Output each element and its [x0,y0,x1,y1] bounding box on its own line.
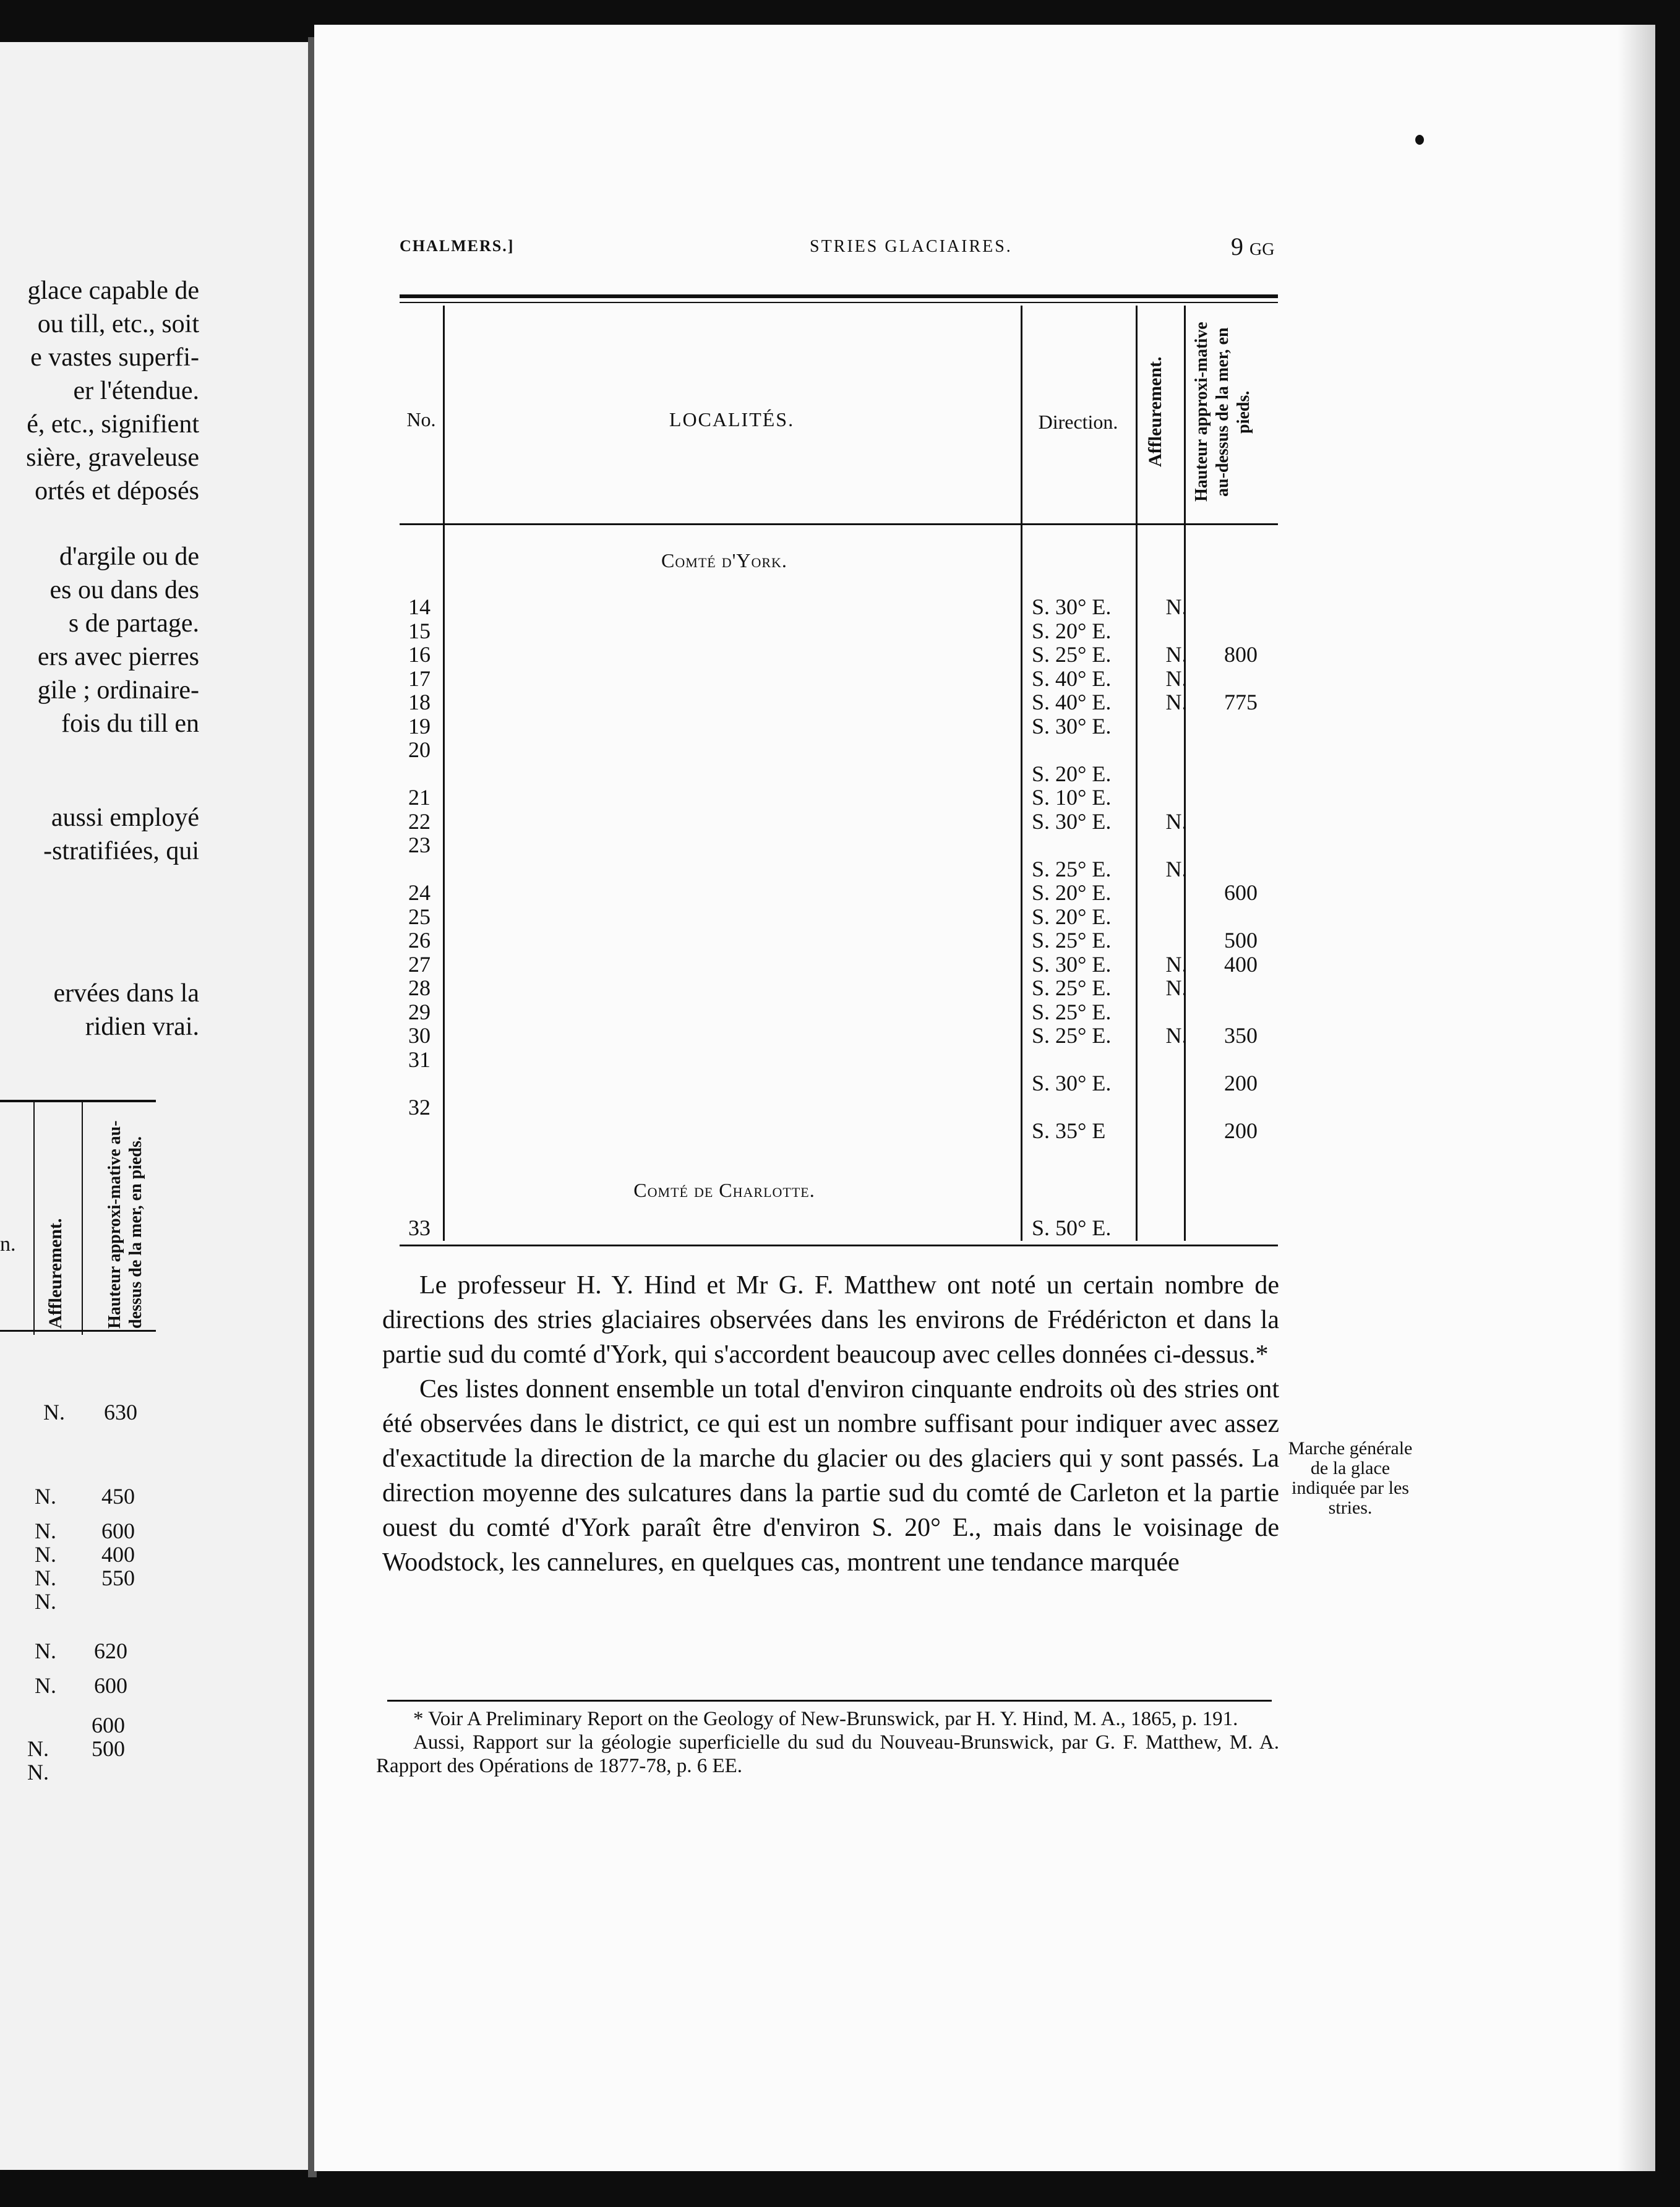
left-text-line: es ou dans des [49,576,199,604]
row-number: 14 [408,594,431,619]
table-row [400,810,1278,833]
table-row [400,1119,1278,1142]
row-number: 28 [408,975,431,1000]
row-direction: S. 30° E. [1032,713,1112,739]
row-number: 22 [408,808,431,834]
footnote: Aussi, Rapport sur la géologie superficielle du sud du Nouveau-Brunswick, par G. F. Matthew, M. A. Rapport des Opérations de 1877-78, p. 6 EE. [376,1731,1279,1777]
running-head-title: STRIES GLACIAIRES. [810,237,1013,256]
header-hauteur: Hauteur approxi-mative au-dessus de la mer, en pieds. [1192,322,1253,502]
left-table-header-rule [0,1330,156,1332]
left-row-aff: N. [35,1519,56,1543]
left-text-line: ridien vrai. [85,1013,199,1041]
table-row [400,786,1278,809]
table-row [400,1095,1278,1119]
table-row [400,928,1278,952]
left-row-aff: N. [27,1760,49,1785]
left-row-aff: N. [35,1542,56,1567]
table-row [400,976,1278,1000]
left-row-aff: N. [27,1736,49,1761]
table-row [400,857,1278,881]
table-row [400,738,1278,761]
row-affleurement: N. [1165,951,1188,977]
margin-note: Marche générale de la glace indiquée par les stries. [1288,1438,1413,1518]
left-table-divider [82,1100,83,1335]
header-localites: LOCALITÉS. [669,408,795,431]
table-row [400,953,1278,976]
left-row-aff: N. [35,1566,56,1590]
row-number: 32 [408,1094,431,1120]
left-row-height: 620 [94,1639,127,1663]
section-comte-york: Comté d'York. [661,549,787,572]
table-row [400,881,1278,904]
running-head [400,232,1556,263]
row-number: 25 [408,904,431,929]
table-row [400,714,1278,738]
header-direction: Direction. [1038,411,1118,433]
table-bottom-rule [400,1245,1278,1246]
left-table-fragment [0,1100,167,1785]
row-height: 600 [1224,880,1258,905]
left-text-line: ortés et déposés [35,477,199,505]
left-text-line: ervées dans la [53,979,199,1008]
left-affleurement-header: Affleurement. [45,1218,66,1329]
row-height: 775 [1224,690,1258,714]
left-text-line: fois du till en [61,709,199,738]
row-number: 26 [408,928,431,953]
row-direction: S. 20° E. [1032,880,1112,905]
left-text-line: sière, graveleuse [26,444,199,472]
row-number: 31 [408,1047,431,1072]
row-direction: S. 30° E. [1032,951,1112,977]
left-text-line: e vastes superfi- [30,343,199,372]
row-height: 200 [1224,1071,1258,1095]
row-direction: S. 40° E. [1032,690,1112,714]
left-row-aff: N. [35,1484,56,1509]
row-direction: S. 20° E. [1032,761,1112,786]
row-number: 27 [408,951,431,977]
row-height: 200 [1224,1118,1258,1143]
row-number: 17 [408,666,431,691]
left-row-height: 400 [101,1542,135,1567]
page-number-suffix: GG [1249,240,1275,259]
left-row-height: 600 [94,1673,127,1698]
left-table-divider [33,1100,35,1335]
left-text-line: ers avec pierres [37,643,199,671]
left-row-height: 550 [101,1566,135,1590]
row-height: 800 [1224,642,1258,667]
row-number: 24 [408,880,431,905]
left-row-height: 450 [101,1484,135,1509]
row-affleurement: N. [1165,690,1188,714]
page-number [1231,232,1274,261]
table-row [400,595,1278,619]
row-affleurement: N. [1165,666,1188,691]
footnote-rule [387,1700,1272,1702]
left-page-fragment [0,42,308,2170]
row-direction: S. 30° E. [1032,808,1112,834]
row-number: 33 [408,1215,431,1240]
row-number: 15 [408,618,431,643]
row-number: 18 [408,690,431,714]
table-row [400,762,1278,786]
row-affleurement: N. [1165,642,1188,667]
header-affleurement: Affleurement. [1145,356,1165,468]
row-direction: S. 25° E. [1032,642,1112,667]
left-text-line: s de partage. [68,609,199,638]
page-edge-shade [1618,25,1655,2171]
left-row-height: 600 [92,1713,125,1738]
row-number: 23 [408,833,431,857]
left-text-line: d'argile ou de [59,542,199,571]
left-text-line: glace capable de [27,276,199,305]
row-number: 29 [408,999,431,1024]
table-row [400,1071,1278,1095]
header-bottom-rule [400,523,1278,525]
table-row [400,1000,1278,1024]
left-row-aff: N. [35,1639,56,1663]
page [314,25,1655,2171]
row-number: 16 [408,642,431,667]
row-direction: S. 30° E. [1032,1071,1112,1095]
row-affleurement: N. [1165,594,1188,619]
section-comte-charlotte: Comté de Charlotte. [633,1179,815,1201]
row-direction: S. 20° E. [1032,618,1112,643]
left-table-top-rule [0,1100,156,1102]
table-row [400,905,1278,928]
row-direction: S. 25° E. [1032,928,1112,953]
striae-table [400,294,1278,1278]
table-row [400,833,1278,857]
row-direction: S. 25° E. [1032,975,1112,1000]
table-row [400,1048,1278,1071]
row-direction: S. 25° E. [1032,1023,1112,1048]
left-text-line: -stratifiées, qui [43,837,199,865]
row-direction: S. 50° E. [1032,1215,1112,1240]
row-direction: S. 20° E. [1032,904,1112,929]
row-number: 21 [408,785,431,810]
left-text-line: ou till, etc., soit [37,310,199,338]
left-row-aff: N. [35,1673,56,1698]
paragraph: Le professeur H. Y. Hind et Mr G. F. Matthew ont noté un certain nombre de directions des stries glaciaires observées dans les environs de Frédéricton et dans la partie sud du comté d'York, qui s'accordent beaucoup avec celles données ci-dessus.* [382,1271,1279,1369]
row-direction: S. 40° E. [1032,666,1112,691]
left-text-line: é, etc., signifient [27,410,199,439]
footnotes [376,1707,1279,1778]
left-direction-header-fragment: n. [0,1233,16,1256]
row-direction: S. 30° E. [1032,594,1112,619]
footnote: * Voir A Preliminary Report on the Geology of New-Brunswick, par H. Y. Hind, M. A., 1865, p. 191. [413,1708,1238,1730]
row-height: 500 [1224,928,1258,953]
row-affleurement: N. [1165,975,1188,1000]
table-top-rule-thin [400,302,1278,303]
row-number: 20 [408,737,431,762]
row-direction: S. 35° E [1032,1118,1106,1143]
ink-speck [1415,135,1424,145]
table-row [400,1216,1278,1240]
table-row [400,667,1278,690]
left-text-line: er l'étendue. [73,377,199,405]
table-row [400,643,1278,666]
row-height: 400 [1224,951,1258,977]
left-row-height: 500 [92,1736,125,1761]
page-number-digit: 9 [1231,233,1243,260]
running-head-author: CHALMERS.] [400,237,515,255]
left-row-height: 630 [104,1400,137,1425]
row-direction: S. 25° E. [1032,856,1112,881]
left-text-line: aussi employé [51,804,199,832]
row-number: 30 [408,1023,431,1048]
row-affleurement: N. [1165,856,1188,881]
row-affleurement: N. [1165,808,1188,834]
table-top-rule [400,294,1278,298]
row-height: 350 [1224,1023,1258,1048]
table-row [400,1024,1278,1047]
table-row [400,619,1278,643]
table-row [400,690,1278,714]
left-text-line: gile ; ordinaire- [37,676,199,705]
left-row-height: 600 [101,1519,135,1543]
row-number: 19 [408,713,431,739]
left-row-aff: N. [35,1589,56,1614]
left-row-aff: N. [43,1400,65,1425]
paragraph: Ces listes donnent ensemble un total d'environ cinquante endroits où des stries ont été observées dans le district, ce qui est un nombre suffisant pour indiquer avec assez d'exactitude la direction de la marche du glacier ou des glaciers qui y sont passés. La direction moyenne des sulcatures dans la partie sud du comté de Carleton et la partie ouest du comté d'York paraît être d'environ S. 20° E., mais dans le voisinage de Woodstock, les cannelures, en quelques cas, montrent une tendance marquée [382,1375,1279,1577]
header-no: No. [406,408,436,431]
body-text [382,1268,1279,1580]
row-direction: S. 10° E. [1032,785,1112,810]
row-affleurement: N. [1165,1023,1188,1048]
row-direction: S. 25° E. [1032,999,1112,1024]
left-hauteur-header: Hauteur approxi-mative au-dessus de la mer, en pieds. [105,1120,145,1329]
